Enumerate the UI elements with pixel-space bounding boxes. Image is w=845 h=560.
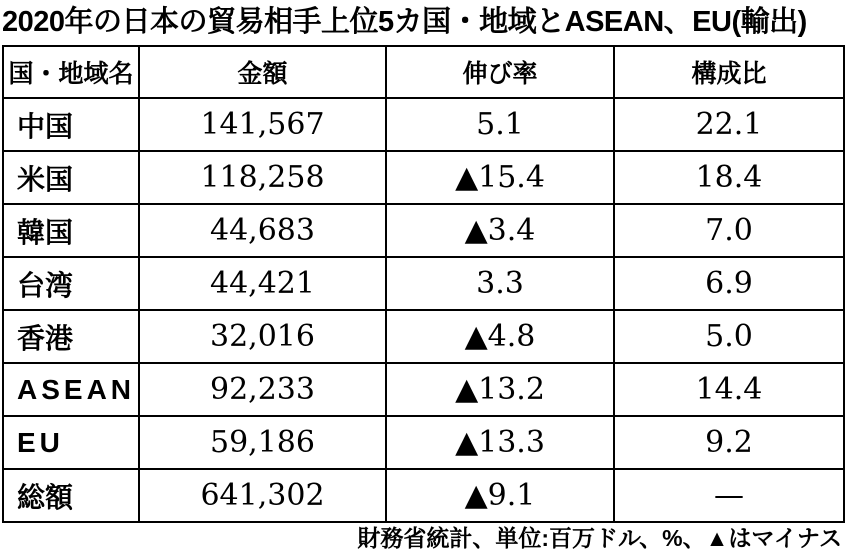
amount-cell: 32,016 <box>139 310 386 363</box>
table-row-total <box>3 469 844 522</box>
growth-cell: ▲9.1 <box>386 469 614 522</box>
country-cell: 香港 <box>3 310 139 363</box>
growth-cell: ▲3.4 <box>386 204 614 257</box>
growth-cell: ▲13.3 <box>386 416 614 469</box>
table-row-hongkong <box>3 310 844 363</box>
amount-cell: 141,567 <box>139 98 386 151</box>
header-share: 構成比 <box>614 46 844 98</box>
share-cell: 22.1 <box>614 98 844 151</box>
growth-cell: ▲4.8 <box>386 310 614 363</box>
header-row <box>3 46 844 98</box>
table-row-usa <box>3 151 844 204</box>
growth-cell: ▲13.2 <box>386 363 614 416</box>
country-cell: 米国 <box>3 151 139 204</box>
amount-cell: 44,683 <box>139 204 386 257</box>
country-cell: ASEAN <box>3 363 139 416</box>
country-cell: 中国 <box>3 98 139 151</box>
source-note: 財務省統計、単位:百万ドル、%、▲はマイナス <box>357 525 842 551</box>
country-cell: 総額 <box>3 469 139 522</box>
amount-cell: 118,258 <box>139 151 386 204</box>
share-cell: 9.2 <box>614 416 844 469</box>
table-row-korea <box>3 204 844 257</box>
country-cell: 台湾 <box>3 257 139 310</box>
growth-cell: ▲15.4 <box>386 151 614 204</box>
header-amount: 金額 <box>139 46 386 98</box>
table-row-china <box>3 98 844 151</box>
amount-cell: 641,302 <box>139 469 386 522</box>
table-row-eu <box>3 416 844 469</box>
amount-cell: 44,421 <box>139 257 386 310</box>
table-row-taiwan <box>3 257 844 310</box>
amount-cell: 59,186 <box>139 416 386 469</box>
trade-table <box>2 45 845 523</box>
page-title: 2020年の日本の貿易相手上位5カ国・地域とASEAN、EU(輸出) <box>2 6 807 38</box>
growth-cell: 5.1 <box>386 98 614 151</box>
share-cell: — <box>614 469 844 522</box>
country-cell: EU <box>3 416 139 469</box>
table-row-asean <box>3 363 844 416</box>
share-cell: 18.4 <box>614 151 844 204</box>
amount-cell: 92,233 <box>139 363 386 416</box>
share-cell: 7.0 <box>614 204 844 257</box>
growth-cell: 3.3 <box>386 257 614 310</box>
share-cell: 14.4 <box>614 363 844 416</box>
share-cell: 5.0 <box>614 310 844 363</box>
country-cell: 韓国 <box>3 204 139 257</box>
share-cell: 6.9 <box>614 257 844 310</box>
header-growth: 伸び率 <box>386 46 614 98</box>
header-country: 国・地域名 <box>3 46 139 98</box>
